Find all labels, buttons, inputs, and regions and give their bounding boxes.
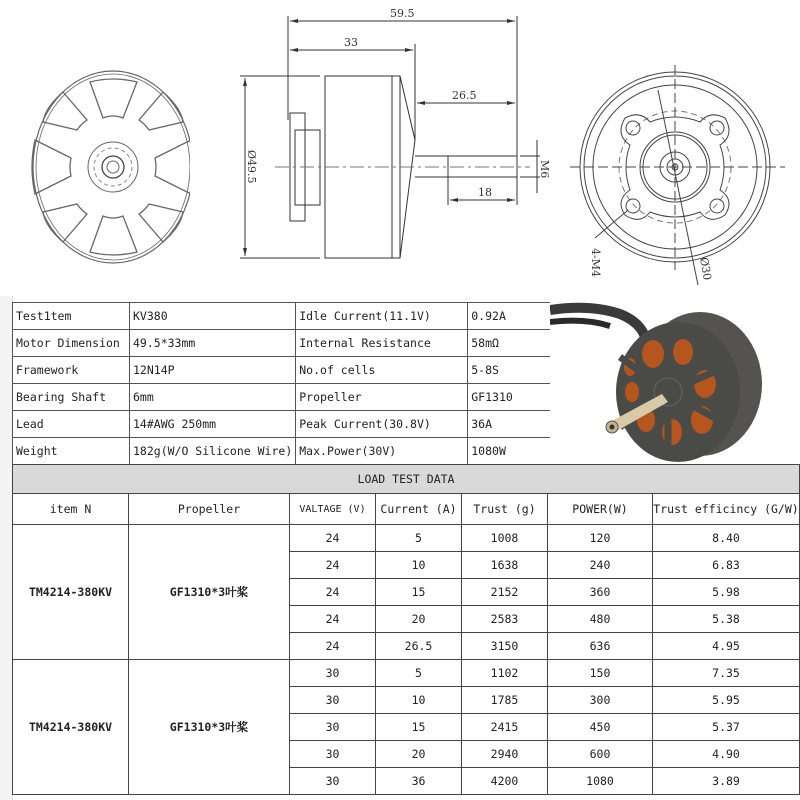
- thrust-cell: 1785: [462, 687, 548, 714]
- table-row: [13, 438, 560, 465]
- spec-label: Internal Resistance: [296, 330, 468, 357]
- spec-label: Bearing Shaft: [13, 384, 130, 411]
- dim-thread-length: 18: [478, 186, 492, 199]
- spec-label: Max.Power(30V): [296, 438, 468, 465]
- power-cell: 1080: [548, 768, 653, 795]
- efficiency-cell: 5.37: [653, 714, 800, 741]
- load-test-table: [12, 464, 800, 795]
- voltage-cell: 24: [290, 525, 376, 552]
- dim-diameter: Ø49.5: [245, 150, 258, 184]
- power-cell: 240: [548, 552, 653, 579]
- efficiency-cell: 7.35: [653, 660, 800, 687]
- dim-thread: M6: [538, 160, 551, 179]
- current-cell: 36: [376, 768, 462, 795]
- dim-mount-circle: Ø30: [697, 256, 714, 282]
- table-header-row: [13, 494, 800, 525]
- dim-overall-length: 59.5: [390, 7, 415, 20]
- table-row: [13, 411, 560, 438]
- table-row: [13, 330, 560, 357]
- thrust-cell: 4200: [462, 768, 548, 795]
- table-row: [13, 660, 800, 687]
- spec-value: GF1310: [468, 384, 560, 411]
- current-cell: 26.5: [376, 633, 462, 660]
- spec-label: Framework: [13, 357, 130, 384]
- current-cell: 5: [376, 660, 462, 687]
- spec-label: Motor Dimension: [13, 330, 130, 357]
- efficiency-cell: 5.98: [653, 579, 800, 606]
- column-header: Trust efficincy (G/W): [653, 494, 800, 525]
- table-row: [13, 384, 560, 411]
- voltage-cell: 24: [290, 606, 376, 633]
- spec-label: Propeller: [296, 384, 468, 411]
- spec-value: 12N14P: [130, 357, 296, 384]
- front-view-drawing: [15, 70, 190, 270]
- voltage-cell: 24: [290, 579, 376, 606]
- column-header: item N: [13, 494, 129, 525]
- motor-photo: [550, 292, 798, 464]
- power-cell: 636: [548, 633, 653, 660]
- thrust-cell: 2583: [462, 606, 548, 633]
- dim-body-length: 33: [344, 36, 358, 49]
- power-cell: 300: [548, 687, 653, 714]
- current-cell: 5: [376, 525, 462, 552]
- efficiency-cell: 8.40: [653, 525, 800, 552]
- voltage-cell: 30: [290, 660, 376, 687]
- spec-value: 6mm: [130, 384, 296, 411]
- efficiency-cell: 5.38: [653, 606, 800, 633]
- efficiency-cell: 4.90: [653, 741, 800, 768]
- table-row: [13, 525, 800, 552]
- efficiency-cell: 4.95: [653, 633, 800, 660]
- power-cell: 600: [548, 741, 653, 768]
- dim-shaft-projection: 26.5: [452, 89, 477, 102]
- current-cell: 10: [376, 552, 462, 579]
- spec-label: Lead: [13, 411, 130, 438]
- power-cell: 120: [548, 525, 653, 552]
- thrust-cell: 3150: [462, 633, 548, 660]
- column-header: Trust (g): [462, 494, 548, 525]
- propeller-cell: GF1310*3叶桨: [129, 660, 290, 795]
- item-cell: TM4214-380KV: [13, 660, 129, 795]
- power-cell: 450: [548, 714, 653, 741]
- spec-value: KV380: [130, 303, 296, 330]
- thrust-cell: 2940: [462, 741, 548, 768]
- current-cell: 15: [376, 579, 462, 606]
- current-cell: 20: [376, 606, 462, 633]
- spec-table: [12, 302, 560, 465]
- rear-view-drawing: [570, 60, 800, 290]
- load-test-title: LOAD TEST DATA: [13, 465, 800, 494]
- voltage-cell: 30: [290, 768, 376, 795]
- spec-value: 14#AWG 250mm: [130, 411, 296, 438]
- spec-value: 1080W: [468, 438, 560, 465]
- spec-value: 58mΩ: [468, 330, 560, 357]
- current-cell: 10: [376, 687, 462, 714]
- power-cell: 150: [548, 660, 653, 687]
- spec-label: Weight: [13, 438, 130, 465]
- spec-label: No.of cells: [296, 357, 468, 384]
- current-cell: 20: [376, 741, 462, 768]
- spec-label: Idle Current(11.1V): [296, 303, 468, 330]
- thrust-cell: 1638: [462, 552, 548, 579]
- voltage-cell: 24: [290, 552, 376, 579]
- spec-value: 0.92A: [468, 303, 560, 330]
- current-cell: 15: [376, 714, 462, 741]
- thrust-cell: 2415: [462, 714, 548, 741]
- propeller-cell: GF1310*3叶桨: [129, 525, 290, 660]
- table-row: [13, 357, 560, 384]
- column-header: VALTAGE (V): [290, 494, 376, 525]
- column-header: Propeller: [129, 494, 290, 525]
- spec-label: Test1tem: [13, 303, 130, 330]
- thrust-cell: 2152: [462, 579, 548, 606]
- efficiency-cell: 6.83: [653, 552, 800, 579]
- spec-value: 49.5*33mm: [130, 330, 296, 357]
- voltage-cell: 30: [290, 714, 376, 741]
- voltage-cell: 30: [290, 687, 376, 714]
- table-row: [13, 303, 560, 330]
- column-header: Current (A): [376, 494, 462, 525]
- thrust-cell: 1008: [462, 525, 548, 552]
- spec-label: Peak Current(30.8V): [296, 411, 468, 438]
- efficiency-cell: 5.95: [653, 687, 800, 714]
- power-cell: 480: [548, 606, 653, 633]
- side-view-drawing: [230, 0, 570, 290]
- column-header: POWER(W): [548, 494, 653, 525]
- technical-drawings: [0, 0, 800, 300]
- power-cell: 360: [548, 579, 653, 606]
- spec-value: 36A: [468, 411, 560, 438]
- voltage-cell: 24: [290, 633, 376, 660]
- voltage-cell: 30: [290, 741, 376, 768]
- spec-value: 182g(W/O Silicone Wire): [130, 438, 296, 465]
- efficiency-cell: 3.89: [653, 768, 800, 795]
- spec-value: 5-8S: [468, 357, 560, 384]
- dim-mount-holes: 4-M4: [589, 248, 602, 277]
- thrust-cell: 1102: [462, 660, 548, 687]
- item-cell: TM4214-380KV: [13, 525, 129, 660]
